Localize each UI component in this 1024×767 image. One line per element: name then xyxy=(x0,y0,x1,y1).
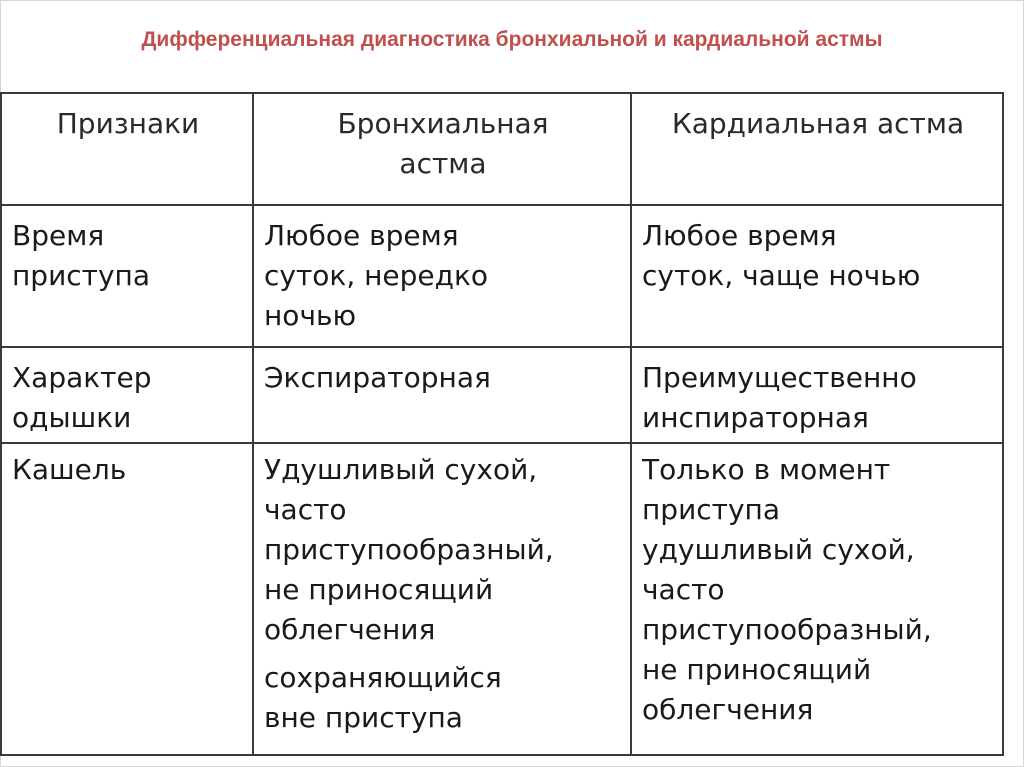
bronchial-cell xyxy=(253,443,631,755)
cell-line: облегчения xyxy=(264,613,436,646)
slide-title: Дифференциальная диагностика бронхиальной и кардиальной астмы xyxy=(141,28,883,51)
cell-line: приступа xyxy=(12,259,151,292)
cell-line: одышки xyxy=(12,401,132,434)
cell-line: Преимущественно xyxy=(642,361,917,394)
cell-line: часто xyxy=(642,573,725,606)
bronchial-cell xyxy=(253,205,631,347)
cell-line: облегчения xyxy=(642,693,814,726)
cell-line: ночью xyxy=(264,299,357,332)
table-row xyxy=(1,443,1003,755)
cell-line: инспираторная xyxy=(642,401,869,434)
feature-cell xyxy=(1,347,253,443)
cell-line: Удушливый сухой, xyxy=(264,453,538,486)
header-cell-text: Признаки xyxy=(56,107,200,140)
feature-cell xyxy=(1,443,253,755)
cell-line: суток, чаще ночью xyxy=(642,259,921,292)
cell-line: Кашель xyxy=(12,453,127,486)
cell-line: сохраняющийся xyxy=(264,661,502,694)
cell-line: Характер xyxy=(12,361,152,394)
cardiac-cell xyxy=(631,347,1003,443)
cell-line: Экспираторная xyxy=(264,361,491,394)
cardiac-cell xyxy=(631,443,1003,755)
cell-line: удушливый сухой, xyxy=(642,533,915,566)
cell-line: приступообразный, xyxy=(642,613,932,646)
cell-line: суток, нередко xyxy=(264,259,489,292)
header-bronchial xyxy=(253,93,631,205)
table-header-row xyxy=(1,93,1003,205)
feature-cell xyxy=(1,205,253,347)
cell-line: часто xyxy=(264,493,347,526)
cell-line: не приносящий xyxy=(264,573,494,606)
header-cell-text: Бронхиальная xyxy=(337,107,549,140)
header-cardiac xyxy=(631,93,1003,205)
cell-line: Время xyxy=(12,219,105,252)
bronchial-cell xyxy=(253,347,631,443)
diagnosis-table xyxy=(0,92,1004,756)
header-cell-text: Кардиальная астма xyxy=(671,107,965,140)
cardiac-cell xyxy=(631,205,1003,347)
table-row xyxy=(1,205,1003,347)
cell-line: приступообразный, xyxy=(264,533,554,566)
cell-line: Любое время xyxy=(642,219,837,252)
cell-line: не приносящий xyxy=(642,653,872,686)
cell-line: Только в момент xyxy=(642,453,891,486)
cell-line: Любое время xyxy=(264,219,459,252)
cell-line: приступа xyxy=(642,493,781,526)
cell-line: вне приступа xyxy=(264,701,463,734)
table-row xyxy=(1,347,1003,443)
header-cell-text: астма xyxy=(399,147,487,180)
header-features xyxy=(1,93,253,205)
